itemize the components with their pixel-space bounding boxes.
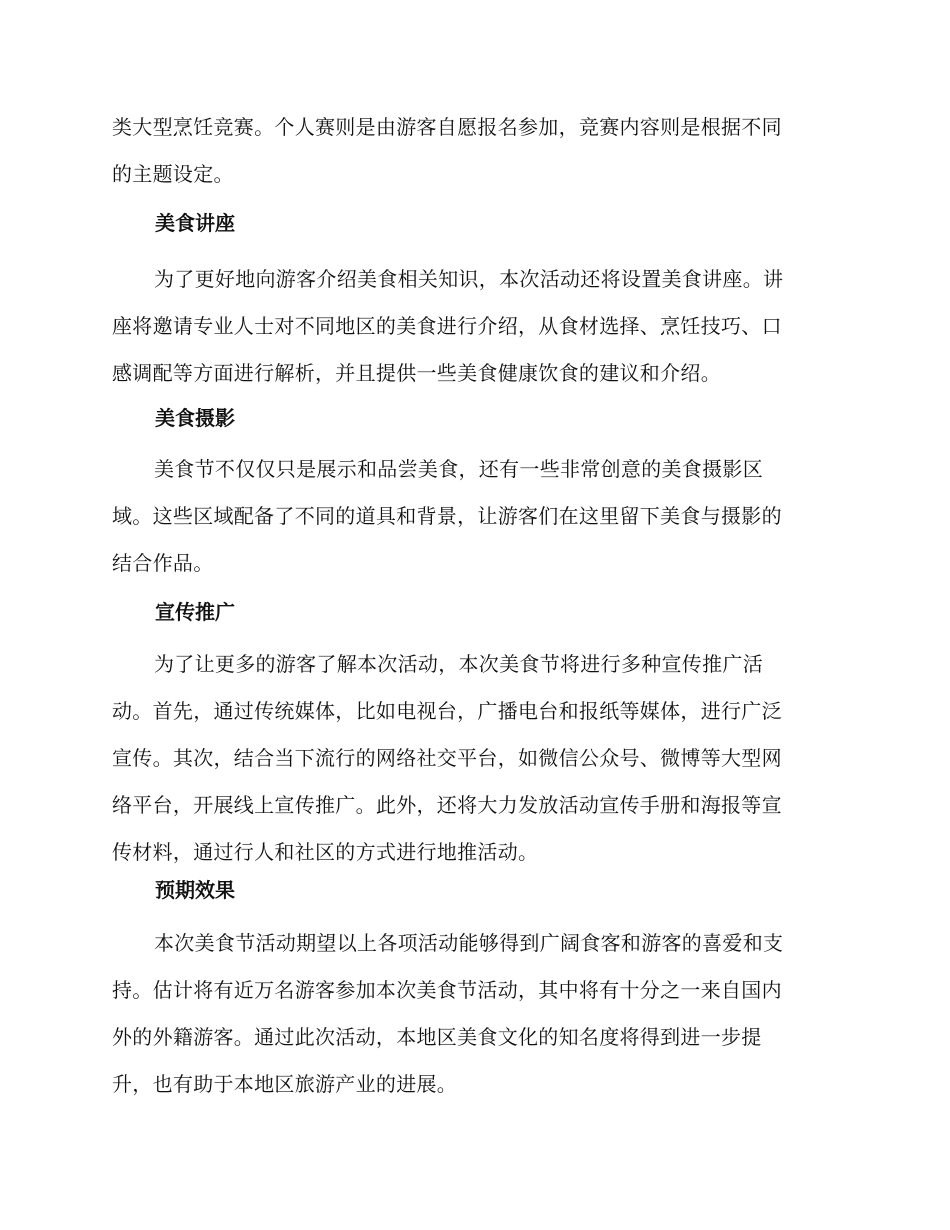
text-line: 宣传。其次，结合当下流行的网络社交平台，如微信公众号、微博等大型网: [112, 746, 782, 770]
paragraph-expected-results: [112, 920, 830, 1108]
section-heading-promotion: 宣传推广: [155, 600, 235, 624]
paragraph-food-photography: [112, 446, 830, 587]
text-line: 感调配等方面进行解析，并且提供一些美食健康饮食的建议和介绍。: [112, 361, 721, 385]
text-line: 座将邀请专业人士对不同地区的美食进行介绍，从食材选择、烹饪技巧、口: [112, 314, 782, 338]
section-heading-expected-results: 预期效果: [155, 878, 235, 902]
text-line: 外的外籍游客。通过此次活动，本地区美食文化的知名度将得到进一步提: [112, 1025, 762, 1049]
text-line: 的主题设定。: [112, 162, 234, 186]
text-line: 域。这些区域配备了不同的道具和背景，让游客们在这里留下美食与摄影的: [112, 504, 782, 528]
section-heading-food-photography: 美食摄影: [155, 406, 235, 430]
section-heading-food-lecture: 美食讲座: [155, 211, 235, 235]
text-line: 传材料，通过行人和社区的方式进行地推活动。: [112, 840, 539, 864]
text-line: 络平台，开展线上宣传推广。此外，还将大力发放活动宣传手册和海报等宣: [112, 793, 782, 817]
paragraph-competition-end: [112, 104, 830, 198]
text-line: 本次美食节活动期望以上各项活动能够得到广阔食客和游客的喜爱和支: [154, 931, 784, 955]
text-line: 美食节不仅仅只是展示和品尝美食，还有一些非常创意的美食摄影区: [154, 457, 763, 481]
text-line: 持。估计将有近万名游客参加本次美食节活动，其中将有十分之一来自国内: [112, 978, 782, 1002]
text-line: 升，也有助于本地区旅游产业的进展。: [112, 1072, 458, 1096]
text-line: 动。首先，通过传统媒体，比如电视台，广播电台和报纸等媒体，进行广泛: [112, 699, 782, 723]
text-line: 为了让更多的游客了解本次活动，本次美食节将进行多种宣传推广活: [154, 652, 763, 676]
text-line: 为了更好地向游客介绍美食相关知识，本次活动还将设置美食讲座。讲: [154, 267, 784, 291]
text-line: 结合作品。: [112, 551, 214, 575]
text-line: 类大型烹饪竞赛。个人赛则是由游客自愿报名参加，竞赛内容则是根据不同: [112, 115, 782, 139]
paragraph-food-lecture: [112, 256, 830, 397]
paragraph-promotion: [112, 641, 830, 876]
